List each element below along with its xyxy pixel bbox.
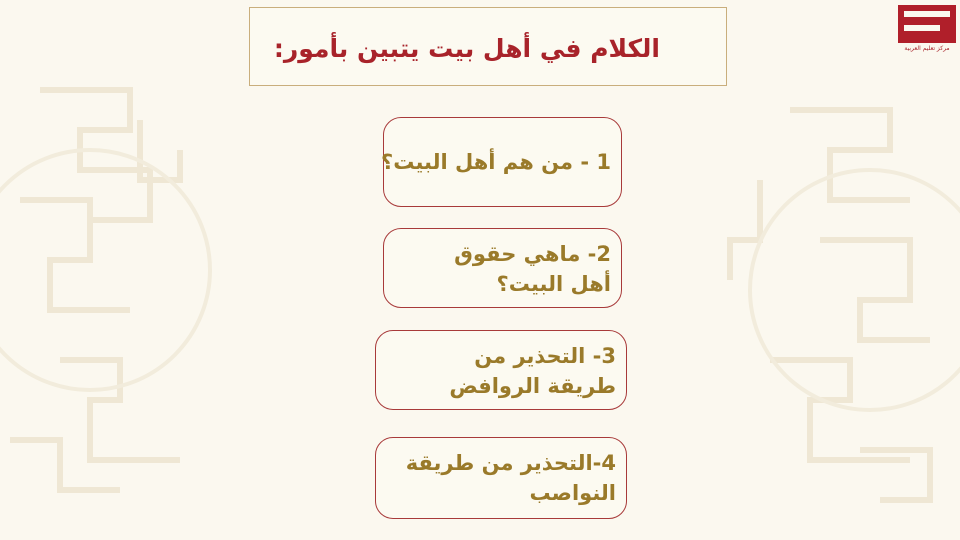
list-item-text: 3- التحذير من طريقة الروافض: [449, 344, 616, 398]
slide-title: الكلام في أهل بيت يتبين بأمور:: [273, 34, 660, 63]
logo-mark-icon: [898, 5, 956, 43]
list-item: [383, 117, 622, 207]
logo-caption: مركز تعليم العربية: [904, 45, 950, 52]
list-item-text: 4-التحذير من طريقة النواصب: [405, 451, 616, 505]
list-item-text: 1 - من هم أهل البيت؟: [381, 150, 611, 174]
list-item: [375, 437, 627, 519]
logo: [896, 5, 958, 55]
list-item: [375, 330, 627, 410]
list-item: [383, 228, 622, 308]
list-item-text: 2- ماهي حقوق أهل البيت؟: [454, 242, 611, 296]
title-box: [249, 7, 727, 86]
